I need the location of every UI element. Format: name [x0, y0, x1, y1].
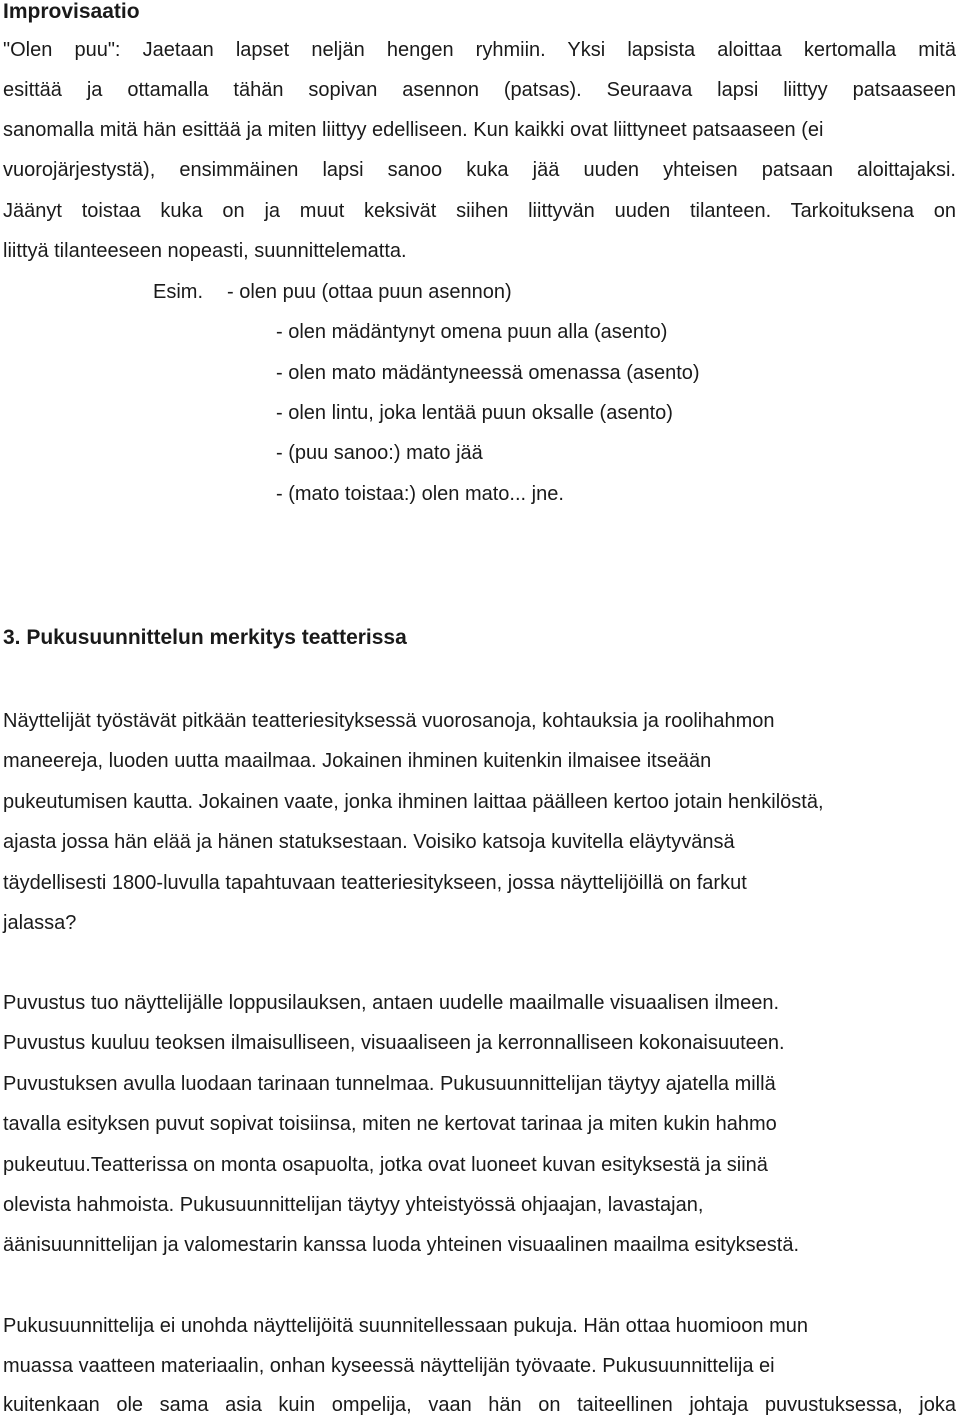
- paragraph-line: kuitenkaan ole sama asia kuin ompelija, vaan hän on taiteellinen johtaja puvustuksessa, joka: [3, 1394, 956, 1416]
- paragraph-line: täydellisesti 1800-luvulla tapahtuvaan teatteriesitykseen, jossa näyttelijöillä on farkut: [3, 872, 747, 894]
- section-title-pukusuunnittelu: 3. Pukusuunnittelun merkitys teatterissa: [3, 626, 407, 649]
- paragraph-line: Jäänyt toistaa kuka on ja muut keksivät siihen liittyvän uuden tilanteen. Tarkoituksena on: [3, 200, 956, 222]
- paragraph-line: Puvustus kuuluu teoksen ilmaisulliseen, visuaaliseen ja kerronnalliseen kokonaisuuteen.: [3, 1032, 785, 1054]
- example-line: - olen mato mädäntyneessä omenassa (asento): [276, 362, 700, 384]
- example-line: - olen puu (ottaa puun asennon): [227, 281, 512, 303]
- section-title-improvisaatio: Improvisaatio: [3, 0, 140, 23]
- paragraph-line: Puvustus tuo näyttelijälle loppusilauksen, antaen uudelle maailmalle visuaalisen ilmeen.: [3, 992, 780, 1014]
- paragraph-line: maneereja, luoden uutta maailmaa. Jokainen ihminen kuitenkin ilmaisee itseään: [3, 750, 712, 772]
- example-line: - olen mädäntynyt omena puun alla (asento): [276, 321, 668, 343]
- paragraph-line: sanomalla mitä hän esittää ja miten liittyy edelliseen. Kun kaikki ovat liittyneet patsaaseen (ei: [3, 119, 824, 141]
- paragraph-line: Näyttelijät työstävät pitkään teatteriesityksessä vuorosanoja, kohtauksia ja roolihahmon: [3, 710, 775, 732]
- paragraph-line: Puvustuksen avulla luodaan tarinaan tunnelmaa. Pukusuunnittelijan täytyy ajatella millä: [3, 1073, 776, 1095]
- paragraph-line: vuorojärjestystä), ensimmäinen lapsi sanoo kuka jää uuden yhteisen patsaan aloittajaksi.: [3, 159, 956, 181]
- paragraph-line: Pukusuunnittelija ei unohda näyttelijöitä suunnitellessaan pukuja. Hän ottaa huomioon mun: [3, 1315, 808, 1337]
- paragraph-line: jalassa?: [3, 912, 77, 934]
- example-label: Esim.: [153, 281, 203, 303]
- paragraph-line: äänisuunnittelijan ja valomestarin kanssa luoda yhteinen visuaalinen maailma esityksestä.: [3, 1234, 800, 1256]
- paragraph-line: esittää ja ottamalla tähän sopivan asennon (patsas). Seuraava lapsi liittyy patsaaseen: [3, 79, 956, 101]
- example-line: - olen lintu, joka lentää puun oksalle (asento): [276, 402, 673, 424]
- example-line: - (puu sanoo:) mato jää: [276, 442, 483, 464]
- paragraph-line: muassa vaatteen materiaalin, onhan kyseessä näyttelijän työvaate. Pukusuunnittelija ei: [3, 1355, 775, 1377]
- paragraph-line: tavalla esityksen puvut sopivat toisiinsa, miten ne kertovat tarinaa ja miten kukin hahmo: [3, 1113, 777, 1135]
- paragraph-line: ajasta jossa hän elää ja hänen statuksestaan. Voisiko katsoja kuvitella eläytyvänsä: [3, 831, 735, 853]
- paragraph-line: pukeutuu.Teatterissa on monta osapuolta, jotka ovat luoneet kuvan esityksestä ja siinä: [3, 1154, 768, 1176]
- example-line: - (mato toistaa:) olen mato... jne.: [276, 483, 564, 505]
- paragraph-line: "Olen puu": Jaetaan lapset neljän hengen ryhmiin. Yksi lapsista aloittaa kertomalla mitä: [3, 39, 956, 61]
- paragraph-line: pukeutumisen kautta. Jokainen vaate, jonka ihminen laittaa päälleen kertoo jotain henkilöstä,: [3, 791, 824, 813]
- paragraph-line: olevista hahmoista. Pukusuunnittelijan täytyy yhteistyössä ohjaajan, lavastajan,: [3, 1194, 704, 1216]
- paragraph-line: liittyä tilanteeseen nopeasti, suunnittelematta.: [3, 240, 407, 262]
